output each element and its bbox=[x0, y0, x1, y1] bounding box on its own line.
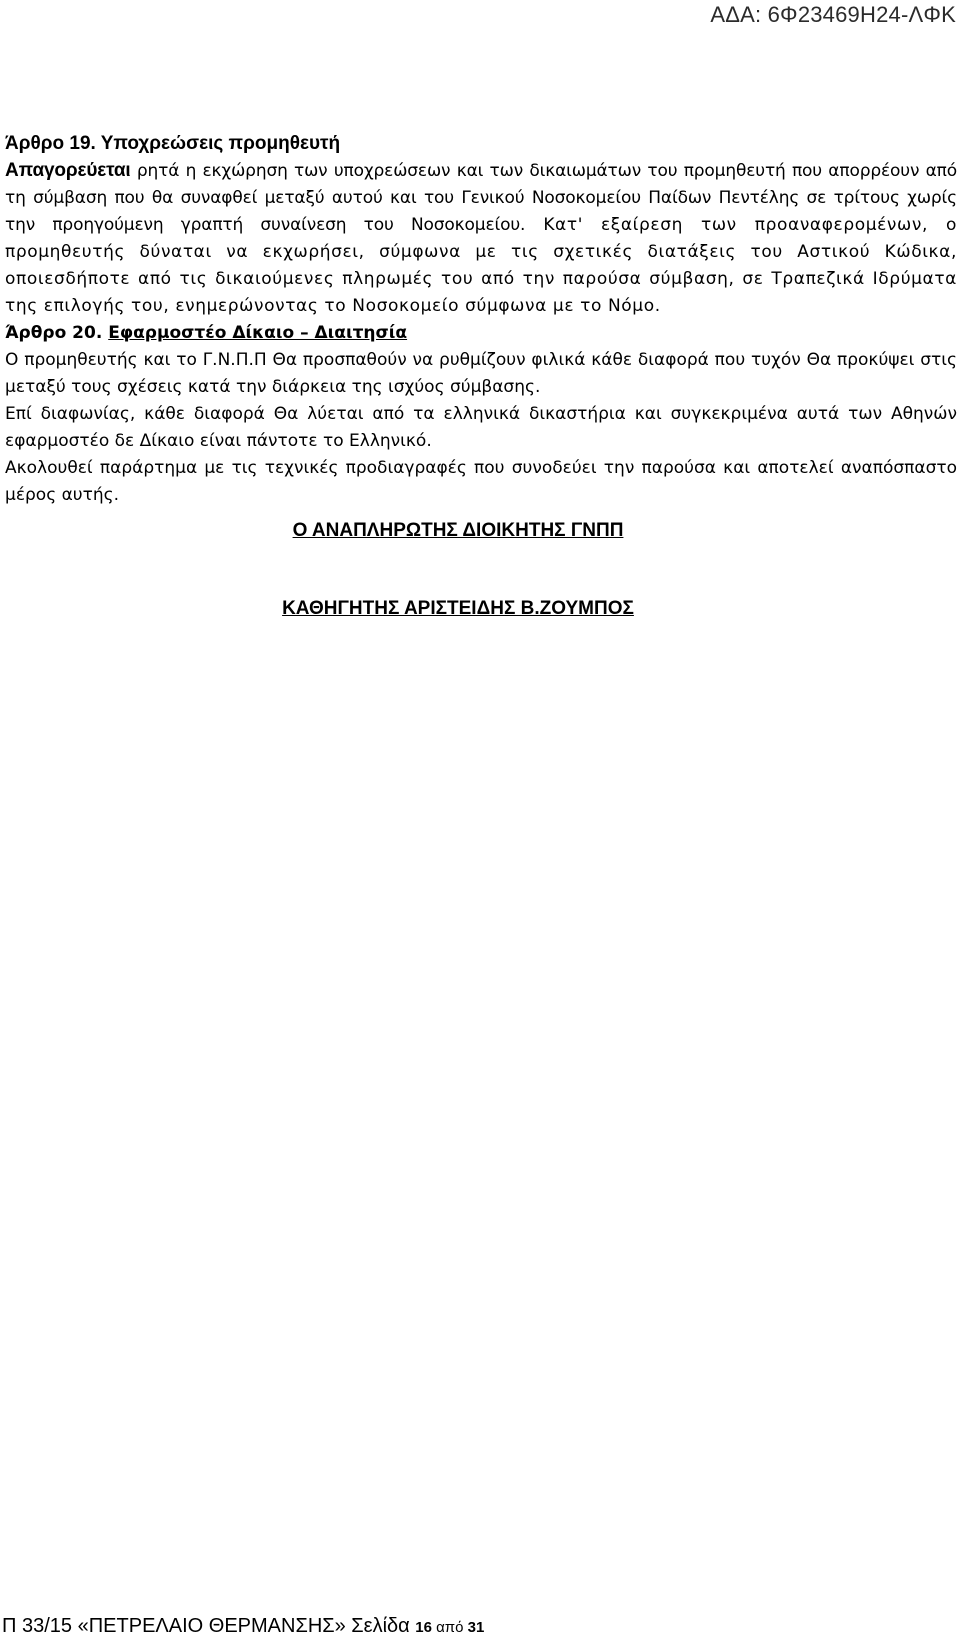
article-19-paragraph bbox=[5, 157, 957, 320]
signature-role: Ο ΑΝΑΠΛΗΡΩΤΗΣ ΔΙΟΙΚΗΤΗΣ ΓΝΠΠ bbox=[292, 520, 624, 541]
signature-name: ΚΑΘΗΓΗΤΗΣ ΑΡΙΣΤΕΙΔΗΣ Β.ΖΟΥΜΠΟΣ bbox=[282, 598, 634, 619]
article-20-paragraph-1: Ο προμηθευτής και το Γ.Ν.Π.Π Θα προσπαθούν να ρυθμίζουν φιλικά κάθε διαφορά που τυχόν Θα προκύψει στις μεταξύ τους σχέσεις κατά την διάρκεια της ισχύος σύμβασης. bbox=[5, 350, 957, 397]
footer-page-number: 16 bbox=[415, 1619, 432, 1636]
article-20-title bbox=[5, 320, 957, 347]
article-20-paragraph-3: Ακολουθεί παράρτημα με τις τεχνικές προδιαγραφές που συνοδεύει την παρούσα και αποτελεί αναπόσπαστο μέρος αυτής. bbox=[5, 458, 957, 505]
article-19-lead: Απαγορεύεται bbox=[5, 160, 131, 181]
article-19-text-part2: Κατ' εξαίρεση των προαναφερομένων, ο προμηθευτής δύναται να εκχωρήσει, σύμφωνα με τις σχετικές διατάξεις του Αστικού Κώδικα, οποιεσδήποτε από τις δικαιούμενες πληρωμές του από την παρούσα σύμβαση, σε Τραπεζικά Ιδρύματα της επιλογής του, ενημερώνοντας το Νοσοκομείο σύμφωνα με το Νόμο. bbox=[5, 215, 957, 316]
footer-doc-ref: Π 33/15 «ΠΕΤΡΕΛΑΙΟ ΘΕΡΜΑΝΣΗΣ» Σελίδα bbox=[2, 1615, 416, 1637]
ada-code: ΑΔΑ: 6Φ23469Η24-ΛΦΚ bbox=[710, 2, 956, 27]
page-footer bbox=[2, 1615, 484, 1638]
article-20-title-main: Εφαρμοστέο Δίκαιο – Διαιτησία bbox=[108, 323, 408, 343]
document-body bbox=[5, 130, 957, 509]
footer-total-pages: 31 bbox=[467, 1619, 485, 1636]
footer-of: από bbox=[431, 1619, 468, 1636]
article-19-title: Άρθρο 19. Υποχρεώσεις προμηθευτή bbox=[5, 133, 341, 154]
article-20-title-prefix: Άρθρο 20. bbox=[5, 323, 109, 343]
article-19-text-part1: ρητά η εκχώρηση των υποχρεώσεων και των δικαιωμάτων του προμηθευτή που απορρέουν από τη σύμβαση που θα συναφθεί μεταξύ αυτού και του Γενικού Νοσοκομείου Παίδων Πεντέλης σε τρίτους χωρίς την προηγούμενη γραπτή συναίνεση του Νοσοκομείου. bbox=[5, 161, 957, 235]
article-20-paragraph-2: Επί διαφωνίας, κάθε διαφορά Θα λύεται από τα ελληνικά δικαστήρια και συγκεκριμένα αυτά των Αθηνών εφαρμοστέο δε Δίκαιο είναι πάντοτε το Ελληνικό. bbox=[5, 404, 957, 451]
